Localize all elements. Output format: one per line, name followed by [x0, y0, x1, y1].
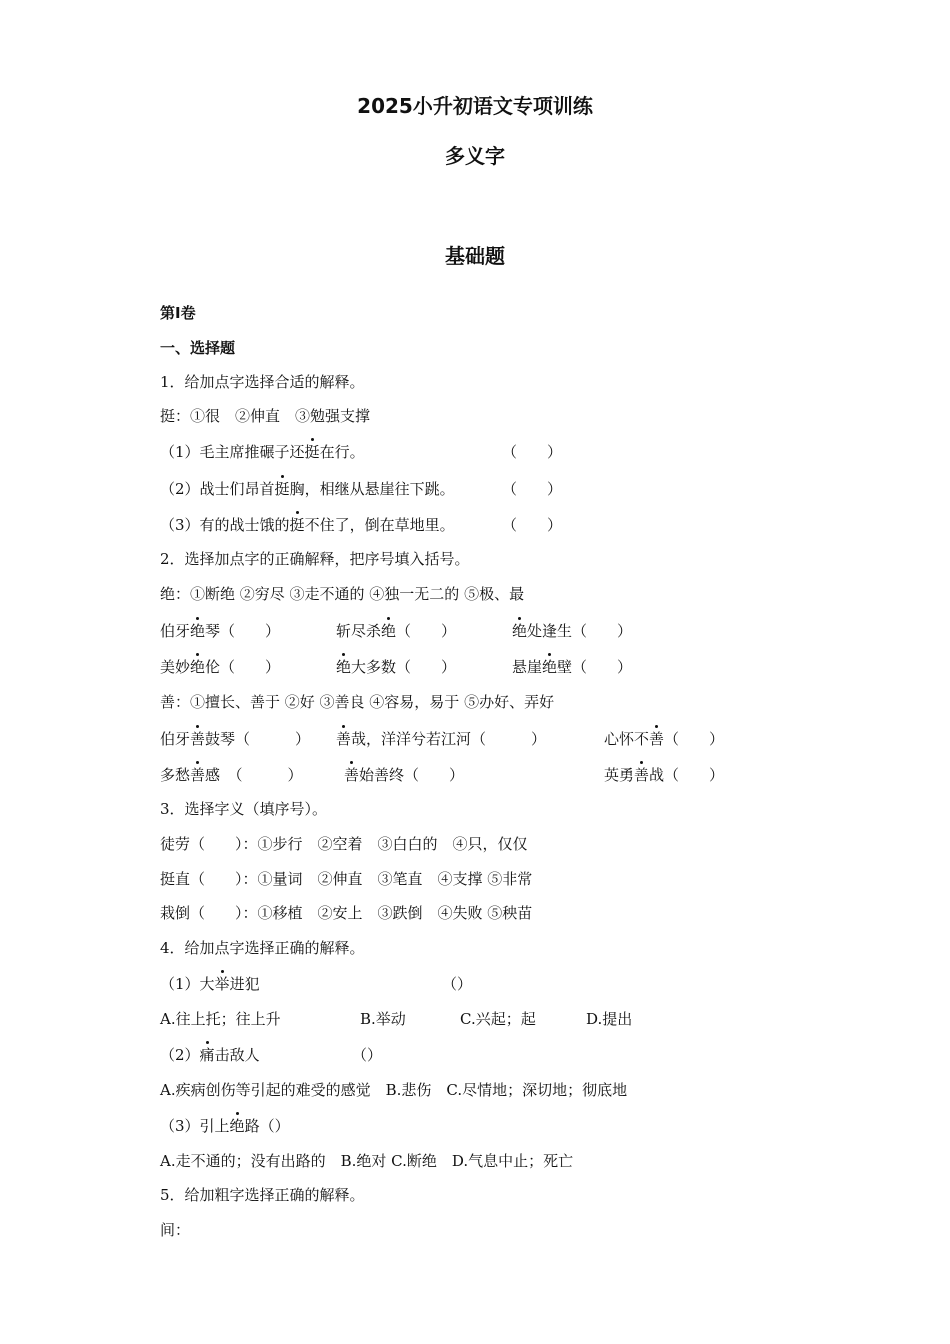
q2-jue-item[interactable]: 伯牙绝琴（ ）	[160, 622, 281, 640]
q2-shan-item[interactable]: 心怀不善（ ）	[604, 730, 725, 748]
q1-item-2-answer[interactable]: （ ）	[502, 480, 563, 498]
q1-item-1: （1）毛主席推碾子还挺在行。	[160, 443, 365, 461]
section-title: 基础题	[445, 244, 505, 268]
q4-item-2: （2）痛击敌人	[160, 1046, 260, 1064]
q1-item-3-answer[interactable]: （ ）	[502, 516, 563, 534]
q4-item-1-option: D.提出	[586, 1010, 633, 1028]
q2-shan-item[interactable]: 英勇善战（ ）	[604, 766, 725, 784]
q4-prompt: 4．给加点字选择正确的解释。	[160, 939, 365, 957]
q2-shan-item[interactable]: 伯牙善鼓琴（ ）	[160, 730, 311, 748]
q2-shan-item[interactable]: 善哉，洋洋兮若江河（ ）	[336, 730, 547, 748]
q5-prompt: 5．给加粗字选择正确的解释。	[160, 1186, 365, 1204]
volume-label: 第Ⅰ卷	[160, 304, 196, 322]
q1-item-1-answer[interactable]: （ ）	[502, 443, 563, 461]
q2-prompt: 2．选择加点字的正确解释，把序号填入括号。	[160, 550, 470, 568]
q4-item-1-option: C.兴起；起	[460, 1010, 536, 1028]
q4-item-3-options: A.走不通的；没有出路的 B.绝对 C.断绝 D.气息中止；死亡	[160, 1152, 574, 1170]
q2-shan-item[interactable]: 多愁善感 （ ）	[160, 766, 303, 784]
q3-prompt: 3．选择字义（填序号）。	[160, 800, 328, 818]
q4-item-1-option: B.举动	[360, 1010, 406, 1028]
q1-item-3: （3）有的战士饿的挺不住了，倒在草地里。	[160, 516, 455, 534]
q3-line-2: 挺直（ ）：①量词 ②伸直 ③笔直 ④支撑 ⑤非常	[160, 870, 533, 888]
q1-definitions: 挺：①很 ②伸直 ③勉强支撑	[160, 407, 371, 425]
q3-line-3: 栽倒（ ）：①移植 ②安上 ③跌倒 ④失败 ⑤秧苗	[160, 904, 533, 922]
q2-def-shan: 善：①擅长、善于 ②好 ③善良 ④容易，易于 ⑤办好、弄好	[160, 693, 555, 711]
q2-def-jue: 绝：①断绝 ②穷尽 ③走不通的 ④独一无二的 ⑤极、最	[160, 585, 525, 603]
q2-shan-item[interactable]: 善始善终（ ）	[344, 766, 465, 784]
q4-item-1-answer[interactable]: （）	[442, 975, 473, 993]
q4-item-2-answer[interactable]: （）	[352, 1046, 383, 1064]
q4-item-1-option: A.往上托；往上升	[160, 1010, 281, 1028]
q1-prompt: 1．给加点字选择合适的解释。	[160, 373, 365, 391]
q2-jue-item[interactable]: 美妙绝伦（ ）	[160, 658, 281, 676]
q1-item-2: （2）战士们昂首挺胸，相继从悬崖往下跳。	[160, 480, 455, 498]
page-title: 2025小升初语文专项训练	[357, 94, 593, 118]
part-label: 一、选择题	[160, 339, 236, 357]
q2-jue-item[interactable]: 悬崖绝壁（ ）	[512, 658, 633, 676]
q2-jue-item[interactable]: 绝大多数（ ）	[336, 658, 457, 676]
q5-definition: 间：	[160, 1221, 191, 1239]
q2-jue-item[interactable]: 斩尽杀绝（ ）	[336, 622, 457, 640]
q2-jue-item[interactable]: 绝处逢生（ ）	[512, 622, 633, 640]
page-subtitle: 多义字	[445, 144, 505, 168]
q4-item-3[interactable]: （3）引上绝路（）	[160, 1117, 290, 1135]
q4-item-1: （1）大举进犯	[160, 975, 260, 993]
q4-item-2-options: A.疾病创伤等引起的难受的感觉 B.悲伤 C.尽情地；深切地；彻底地	[160, 1081, 628, 1099]
q3-line-1: 徒劳（ ）：①步行 ②空着 ③白白的 ④只，仅仅	[160, 835, 528, 853]
